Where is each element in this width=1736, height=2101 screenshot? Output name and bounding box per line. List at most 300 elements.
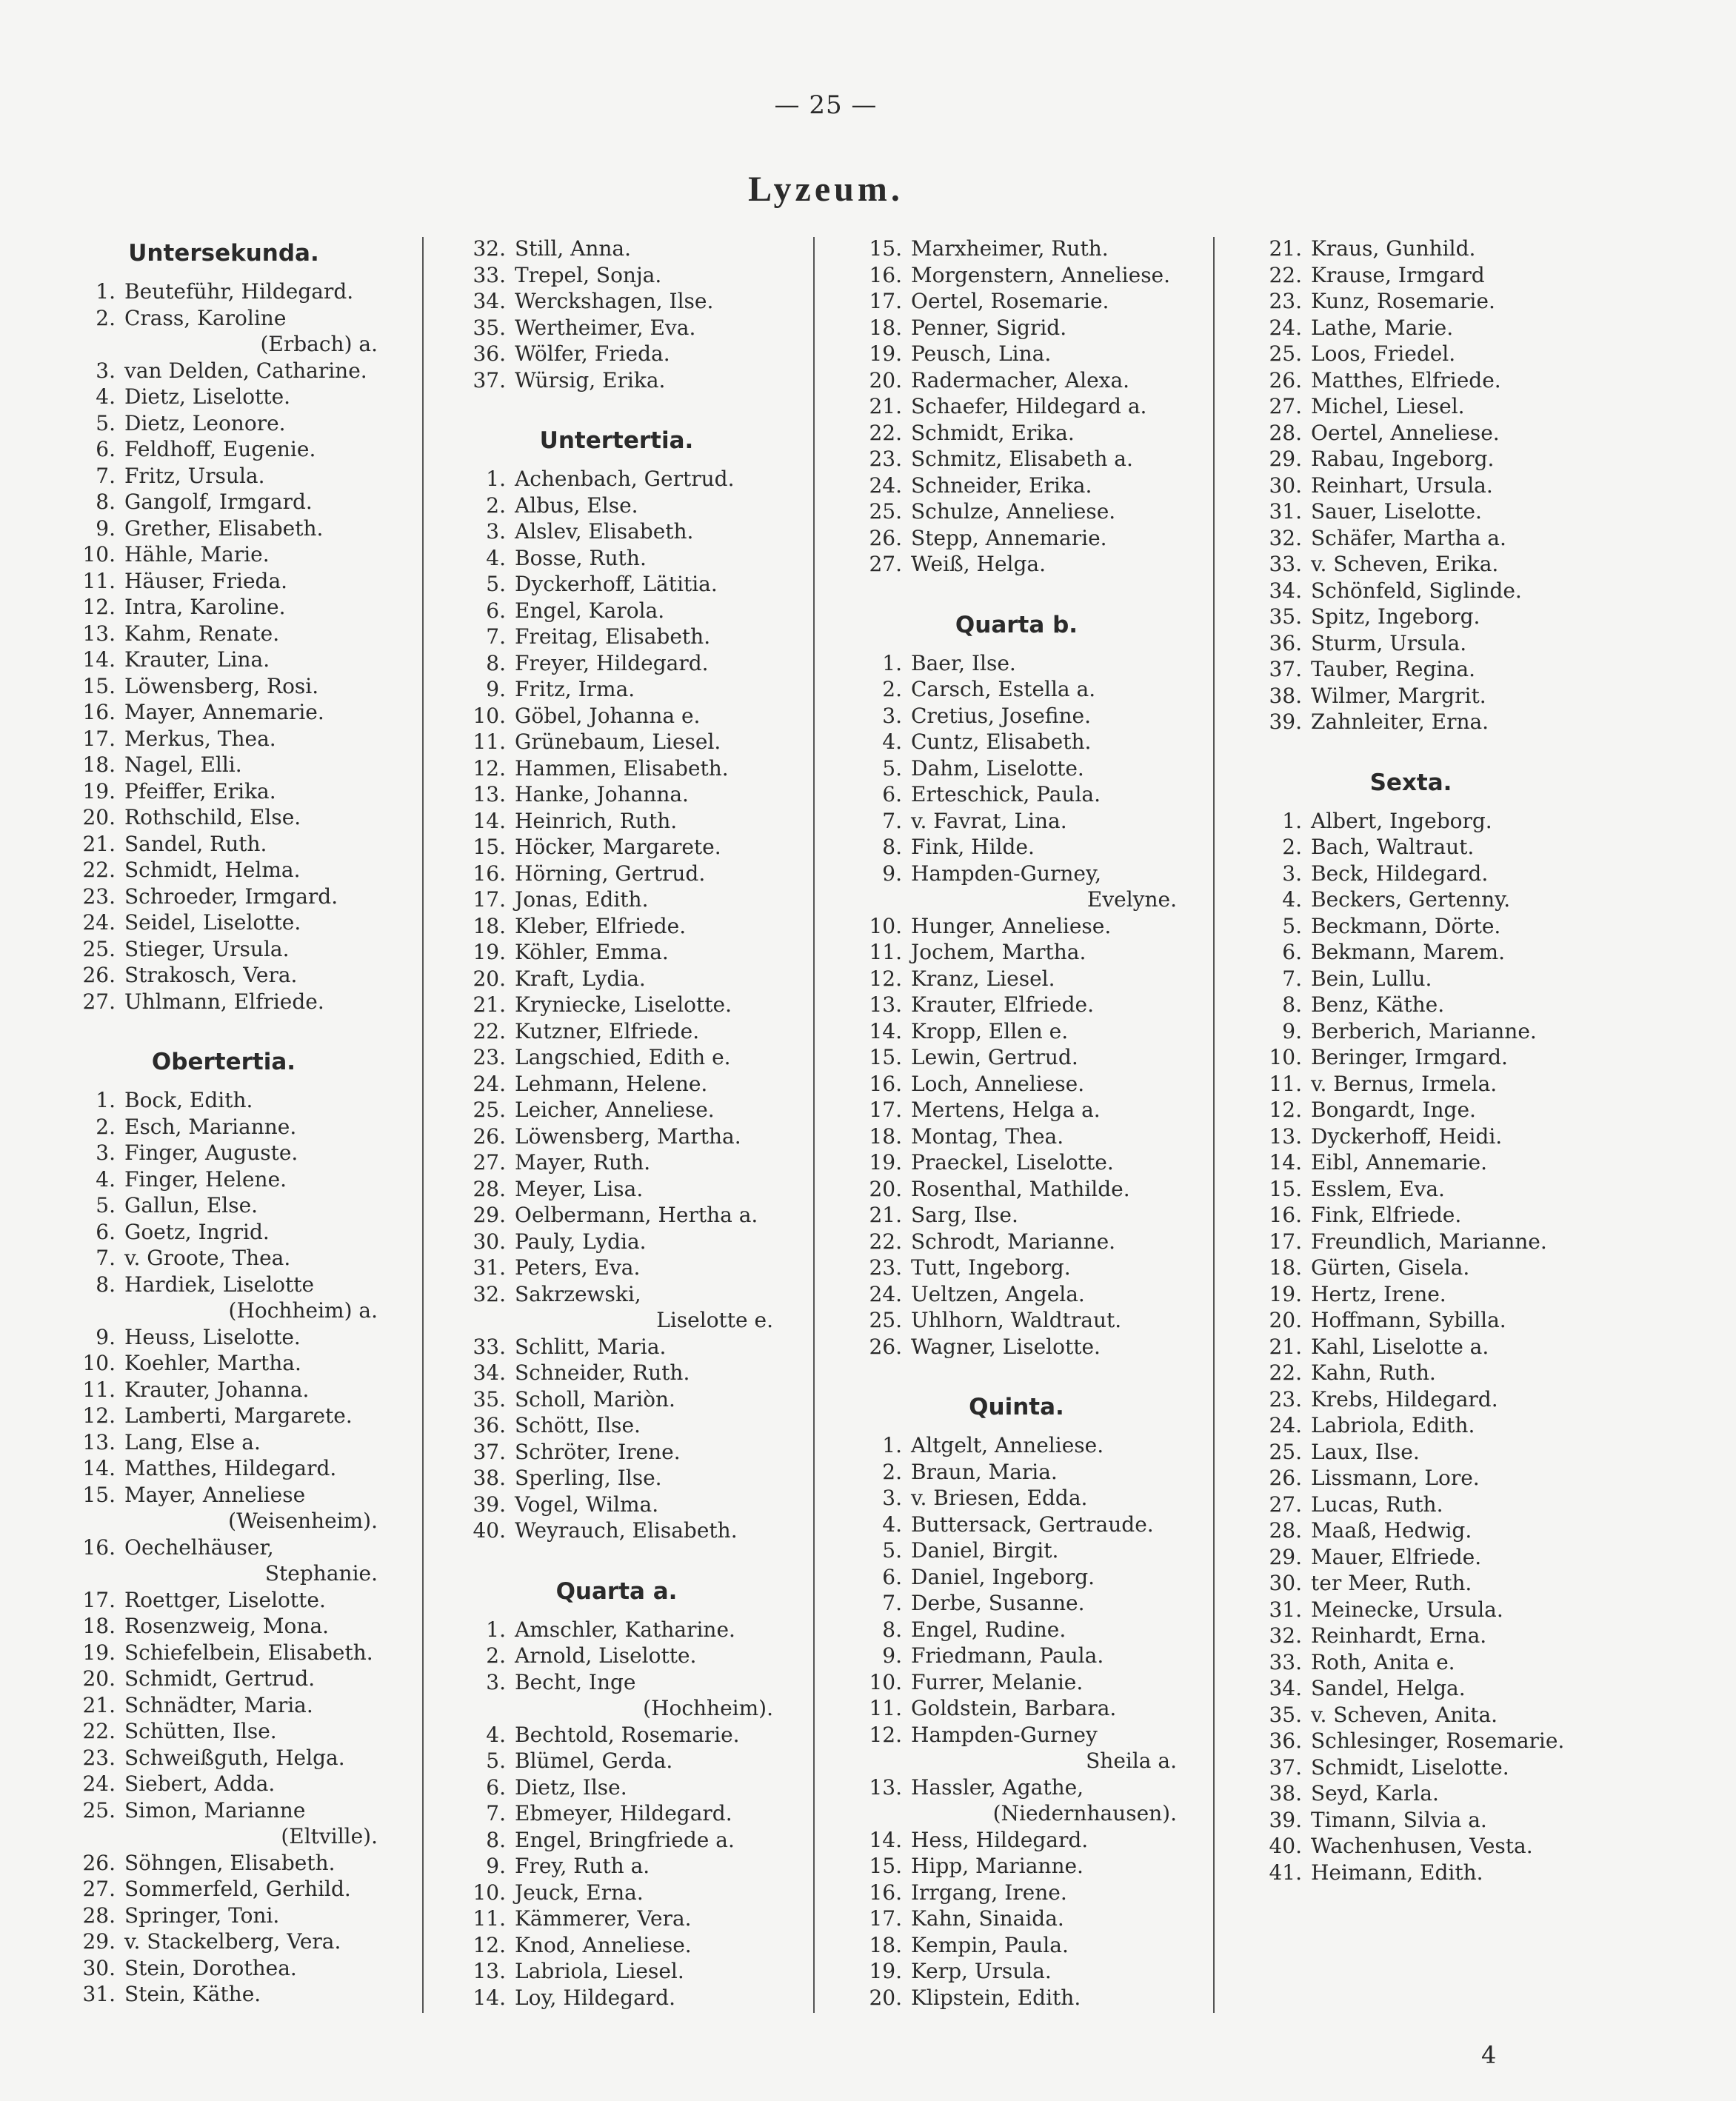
entry-number: 19. (869, 1150, 902, 1175)
entry-number: 23. (869, 447, 902, 471)
list-item (65, 1718, 382, 1745)
list-item (65, 1455, 382, 1482)
list-item (65, 1797, 382, 1824)
entry-number: 31. (1269, 1597, 1302, 1622)
entry-number: 8. (1282, 992, 1302, 1017)
entry-number: 28. (1269, 420, 1302, 445)
student-name: Wilmer, Margrit. (1311, 683, 1486, 708)
entry-number: 14. (869, 1827, 902, 1852)
entry-number: 16. (869, 262, 902, 287)
entry-number: 15. (869, 236, 902, 261)
student-name: Lucas, Ruth. (1311, 1492, 1443, 1517)
list-item (455, 1800, 778, 1827)
list-item (852, 315, 1181, 341)
student-name: Engel, Rudine. (911, 1617, 1066, 1642)
student-name: Beckmann, Dörte. (1311, 913, 1501, 938)
student-name: Bein, Lullu. (1311, 966, 1432, 991)
student-name: Bock, Edith. (124, 1088, 253, 1112)
student-name: Amschler, Katharine. (515, 1617, 735, 1642)
student-name: Hampden-Gurney, (911, 861, 1101, 886)
entry-number: 14. (1269, 1150, 1302, 1175)
entry-number: 23. (869, 1255, 902, 1280)
list-item (65, 621, 382, 647)
entry-number: 38. (1269, 1781, 1302, 1806)
entry-number: 1. (1282, 808, 1302, 833)
list-item (65, 436, 382, 463)
list-item (1252, 1018, 1570, 1045)
list-item (455, 367, 778, 394)
list-item (1252, 1202, 1570, 1229)
list-item (65, 752, 382, 778)
student-name: Labriola, Liesel. (515, 1959, 684, 1983)
student-name: Radermacher, Alexa. (911, 367, 1130, 393)
list-item (65, 1587, 382, 1614)
entry-number: 6. (96, 437, 116, 461)
student-name: Höcker, Margarete. (515, 835, 721, 859)
student-list (852, 650, 1181, 1360)
student-name: Tutt, Ingeborg. (911, 1255, 1071, 1280)
student-name: Peusch, Lina. (911, 341, 1052, 366)
student-name: Rosenthal, Mathilde. (911, 1176, 1130, 1201)
list-item (65, 1981, 382, 2008)
student-name: v. Favrat, Lina. (911, 808, 1067, 833)
column-3 (852, 236, 1181, 2040)
entry-number: 34. (1269, 1676, 1302, 1700)
student-name: Carsch, Estella a. (911, 677, 1096, 701)
entry-number: 26. (869, 525, 902, 550)
column-4 (1252, 236, 1570, 1915)
student-name: Schmidt, Liselotte. (1311, 1754, 1509, 1780)
list-item (1252, 834, 1570, 861)
student-name: Stein, Dorothea. (124, 1955, 297, 1980)
list-item (1252, 1492, 1570, 1518)
entry-number: 6. (1282, 940, 1302, 964)
list-item (65, 1928, 382, 1955)
student-name: Lewin, Gertrud. (911, 1045, 1078, 1069)
student-list (455, 236, 778, 393)
entry-number: 19. (82, 1640, 116, 1665)
list-item (1252, 1255, 1570, 1281)
list-item (1252, 1386, 1570, 1413)
student-name: Jeuck, Erna. (515, 1880, 644, 1905)
entry-number: 21. (1269, 1334, 1302, 1359)
student-name: Hampden-Gurney (911, 1722, 1098, 1747)
list-item (852, 913, 1181, 940)
student-name: Rothschild, Else. (124, 805, 301, 829)
list-item (1252, 1833, 1570, 1860)
entry-continuation: Sheila a. (1086, 1748, 1177, 1773)
list-item (65, 384, 382, 410)
list-item (455, 1492, 778, 1518)
column-2 (455, 236, 778, 2040)
student-name: Lissmann, Lore. (1311, 1466, 1480, 1490)
class-section (65, 236, 382, 1015)
entry-number: 26. (869, 1334, 902, 1359)
entry-number: 27. (82, 989, 116, 1014)
list-item (852, 1307, 1181, 1334)
student-name: Schmidt, Helma. (124, 858, 301, 882)
student-name: Lang, Else a. (124, 1429, 261, 1454)
list-item (455, 598, 778, 624)
entry-number: 25. (1269, 1439, 1302, 1464)
entry-number: 5. (486, 1748, 506, 1773)
student-name: Praeckel, Liselotte. (911, 1150, 1114, 1175)
list-item (65, 1482, 382, 1509)
list-item (1252, 861, 1570, 887)
student-name: Klipstein, Edith. (911, 1985, 1081, 2010)
class-section (65, 1044, 382, 2008)
entry-number: 11. (869, 940, 902, 964)
entry-number: 22. (869, 1229, 902, 1254)
entry-number: 29. (82, 1929, 116, 1954)
list-item (455, 1097, 778, 1123)
entry-continuation: Liselotte e. (656, 1308, 773, 1332)
entry-number: 8. (96, 1272, 116, 1297)
student-name: Kerp, Ursula. (911, 1959, 1052, 1983)
entry-number: 19. (1269, 1281, 1302, 1306)
list-item (852, 1853, 1181, 1880)
entry-number: 1. (96, 279, 116, 304)
entry-number: 13. (1269, 1123, 1302, 1149)
student-list (852, 236, 1181, 578)
student-name: Löwensberg, Rosi. (124, 673, 319, 698)
student-name: Schlesinger, Rosemarie. (1311, 1728, 1565, 1753)
list-item (852, 236, 1181, 262)
entry-number: 33. (473, 1334, 506, 1359)
student-name: Oechelhäuser, (124, 1534, 274, 1560)
list-item (852, 1774, 1181, 1801)
entry-number: 9. (486, 1854, 506, 1878)
student-name: Sarg, Ilse. (911, 1203, 1018, 1227)
list-item (455, 1932, 778, 1959)
student-name: Jonas, Edith. (515, 887, 649, 912)
entry-number: 25. (869, 1308, 902, 1332)
column-1 (65, 236, 382, 2037)
student-name: Hertz, Irene. (1311, 1281, 1446, 1306)
entry-number: 30. (1269, 1571, 1302, 1595)
list-item (1252, 1123, 1570, 1150)
student-name: v. Scheven, Erika. (1311, 552, 1499, 576)
entry-number: 25. (869, 499, 902, 524)
entry-number: 24. (1269, 1413, 1302, 1437)
list-item (852, 367, 1181, 394)
entry-number: 7. (1282, 966, 1302, 991)
entry-number: 17. (82, 726, 116, 751)
entry-continuation: (Hochheim) a. (228, 1298, 378, 1323)
list-item (455, 1748, 778, 1774)
entry-continuation: Stephanie. (264, 1561, 378, 1586)
entry-number: 28. (1269, 1518, 1302, 1543)
student-name: Schroeder, Irmgard. (124, 884, 338, 909)
entry-number: 20. (82, 1666, 116, 1691)
entry-number: 20. (869, 1176, 902, 1201)
list-item (852, 1985, 1181, 2011)
student-name: Hoffmann, Sybilla. (1311, 1308, 1506, 1332)
entry-number: 36. (473, 1413, 506, 1437)
student-name: Schnädter, Maria. (124, 1692, 313, 1717)
student-name: Maaß, Hedwig. (1311, 1518, 1472, 1543)
student-name: Sauer, Liselotte. (1311, 499, 1482, 524)
entry-number: 10. (473, 1880, 506, 1905)
list-item (852, 781, 1181, 808)
list-item (852, 341, 1181, 367)
entry-number: 32. (1269, 1623, 1302, 1648)
list-item (455, 834, 778, 861)
list-item (65, 804, 382, 831)
entry-number: 9. (486, 677, 506, 701)
list-item (852, 1255, 1181, 1281)
student-name: Kahn, Sinaida. (911, 1906, 1064, 1931)
page-title: Lyzeum. (748, 170, 904, 209)
entry-number: 7. (882, 1591, 902, 1615)
student-name: Stein, Käthe. (124, 1982, 261, 2006)
list-item (852, 393, 1181, 420)
entry-number: 37. (473, 367, 506, 393)
student-name: Uhlhorn, Waldtraut. (911, 1308, 1122, 1332)
entry-number: 17. (869, 1098, 902, 1122)
student-name: Schneider, Ruth. (515, 1360, 690, 1385)
student-name: Fritz, Irma. (515, 677, 635, 701)
student-name: Finger, Helene. (124, 1166, 287, 1192)
entry-continuation: (Eltville). (281, 1824, 378, 1848)
student-name: Hammen, Elisabeth. (515, 755, 729, 781)
student-name: Wagner, Liselotte. (911, 1334, 1101, 1359)
entry-number: 16. (869, 1071, 902, 1096)
list-item (65, 1403, 382, 1429)
list-item (852, 1564, 1181, 1591)
student-name: Alslev, Elisabeth. (515, 519, 694, 544)
class-section (852, 236, 1181, 578)
student-name: Schaefer, Hildegard a. (911, 394, 1147, 418)
student-name: Wölfer, Frieda. (515, 341, 670, 366)
student-name: Ebmeyer, Hildegard. (515, 1801, 732, 1826)
list-item (852, 1880, 1181, 1906)
entry-number: 38. (1269, 683, 1302, 708)
student-name: Jochem, Martha. (911, 940, 1086, 964)
class-section (852, 1389, 1181, 2011)
entry-number: 10. (82, 542, 116, 567)
entry-number: 36. (473, 341, 506, 366)
list-item (455, 1123, 778, 1150)
list-item (65, 1771, 382, 1797)
student-name: Meinecke, Ursula. (1311, 1597, 1503, 1622)
list-item (1252, 1860, 1570, 1886)
student-name: Albus, Else. (515, 492, 638, 518)
class-section (455, 236, 778, 393)
list-item (455, 1617, 778, 1643)
entry-number: 1. (486, 1617, 506, 1642)
student-name: Gürten, Gisela. (1311, 1255, 1470, 1280)
student-name: Mauer, Elfriede. (1311, 1544, 1482, 1569)
list-item (65, 410, 382, 437)
list-item (65, 1087, 382, 1114)
class-heading: Quarta b. (955, 611, 1078, 638)
student-name: Kunz, Rosemarie. (1311, 289, 1495, 313)
student-name: Finger, Auguste. (124, 1140, 298, 1165)
entry-number: 36. (1269, 630, 1302, 655)
student-name: Altgelt, Anneliese. (911, 1433, 1104, 1457)
entry-number: 4. (486, 1722, 506, 1747)
entry-number: 5. (96, 410, 116, 435)
student-name: Dahm, Liselotte. (911, 755, 1084, 781)
student-name: Weiß, Helga. (911, 552, 1046, 576)
list-item (65, 778, 382, 805)
entry-number: 30. (1269, 472, 1302, 498)
list-item (852, 1097, 1181, 1123)
student-name: Schütten, Ilse. (124, 1719, 277, 1743)
student-name: Schneider, Erika. (911, 472, 1092, 498)
list-item (455, 1853, 778, 1880)
list-item (852, 551, 1181, 578)
list-item (852, 1590, 1181, 1617)
entry-number: 3. (486, 519, 506, 544)
entry-number: 26. (473, 1123, 506, 1149)
student-name: Langschied, Edith e. (515, 1045, 731, 1069)
list-item (1252, 498, 1570, 525)
entry-number: 22. (869, 420, 902, 445)
student-name: Siebert, Adda. (124, 1771, 276, 1796)
student-name: Laux, Ilse. (1311, 1439, 1420, 1464)
entry-number: 34. (473, 289, 506, 313)
student-name: Mayer, Anneliese (124, 1482, 306, 1507)
entry-number: 20. (869, 1985, 902, 2010)
student-name: Mayer, Ruth. (515, 1150, 651, 1175)
list-item (852, 1229, 1181, 1255)
list-item (65, 1640, 382, 1666)
student-name: Kraus, Gunhild. (1311, 236, 1476, 261)
student-name: Springer, Toni. (124, 1903, 280, 1928)
list-item (852, 966, 1181, 992)
list-item (1252, 1229, 1570, 1255)
list-item (1252, 1097, 1570, 1123)
student-name: Dietz, Leonore. (124, 410, 286, 435)
entry-number: 26. (1269, 367, 1302, 393)
student-name: Söhngen, Elisabeth. (124, 1850, 335, 1875)
student-name: Esch, Marianne. (124, 1114, 297, 1139)
list-item (1252, 1307, 1570, 1334)
list-item (1252, 236, 1570, 262)
list-item (1252, 472, 1570, 499)
student-name: Buttersack, Gertraude. (911, 1512, 1154, 1537)
student-name: Seidel, Liselotte. (124, 910, 301, 935)
list-item (65, 647, 382, 673)
list-item (65, 541, 382, 568)
list-item (65, 463, 382, 490)
entry-number: 2. (486, 492, 506, 518)
student-name: Hunger, Anneliese. (911, 913, 1112, 938)
student-name: Schäfer, Martha a. (1311, 525, 1506, 550)
student-name: Sandel, Helga. (1311, 1676, 1466, 1700)
entry-number: 6. (486, 1774, 506, 1800)
list-item (65, 489, 382, 515)
list-item (852, 525, 1181, 552)
student-name: Benz, Käthe. (1311, 992, 1445, 1017)
list-item (65, 989, 382, 1015)
entry-number: 34. (1269, 578, 1302, 603)
list-item (65, 831, 382, 858)
student-name: Schrodt, Marianne. (911, 1229, 1116, 1254)
list-item (455, 703, 778, 729)
student-name: Meyer, Lisa. (515, 1176, 644, 1201)
student-name: Vogel, Wilma. (515, 1492, 659, 1517)
student-name: Oelbermann, Hertha a. (515, 1203, 758, 1227)
student-name: Hipp, Marianne. (911, 1854, 1084, 1878)
list-item (455, 1071, 778, 1098)
list-item (1252, 1360, 1570, 1386)
list-item (455, 1334, 778, 1360)
student-name: Hess, Hildegard. (911, 1827, 1089, 1852)
entry-number: 26. (1269, 1466, 1302, 1490)
list-item (852, 1695, 1181, 1722)
entry-number: 3. (486, 1669, 506, 1694)
student-name: Daniel, Birgit. (911, 1538, 1059, 1563)
entry-number: 35. (1269, 604, 1302, 629)
list-item (1252, 683, 1570, 709)
entry-number: 6. (882, 782, 902, 806)
entry-number: 7. (486, 624, 506, 649)
student-name: Lathe, Marie. (1311, 315, 1454, 340)
list-item (1252, 525, 1570, 552)
entry-number: 2. (96, 305, 116, 330)
list-item (852, 676, 1181, 703)
entry-number: 31. (473, 1255, 506, 1280)
entry-number: 12. (1269, 1098, 1302, 1122)
list-item (65, 1245, 382, 1272)
entry-number: 27. (869, 552, 902, 576)
student-name: Schmidt, Gertrud. (124, 1666, 316, 1691)
list-item (455, 466, 778, 492)
list-item (852, 1334, 1181, 1360)
list-item (455, 676, 778, 703)
entry-number: 11. (82, 568, 116, 593)
class-heading: Untertertia. (539, 427, 694, 454)
entry-number: 20. (473, 966, 506, 991)
list-item (65, 1903, 382, 1929)
list-item (852, 834, 1181, 861)
student-name: Dyckerhoff, Heidi. (1311, 1123, 1503, 1149)
entry-continuation: (Erbach) a. (260, 332, 378, 356)
entry-number: 18. (82, 1614, 116, 1638)
entry-number: 40. (1269, 1834, 1302, 1858)
list-item (852, 1537, 1181, 1564)
student-name: Daniel, Ingeborg. (911, 1564, 1095, 1589)
entry-number: 8. (96, 490, 116, 514)
entry-number: 39. (1269, 709, 1302, 734)
list-item (65, 1324, 382, 1351)
list-item (1252, 886, 1570, 913)
entry-number: 17. (82, 1587, 116, 1612)
entry-number: 13. (473, 1959, 506, 1983)
entry-number: 27. (1269, 1492, 1302, 1517)
entry-number: 11. (473, 1906, 506, 1931)
entry-number: 35. (473, 1386, 506, 1412)
entry-number: 19. (869, 341, 902, 366)
entry-number: 9. (882, 1643, 902, 1668)
list-item (852, 1958, 1181, 1985)
list-item (65, 884, 382, 910)
entry-number: 37. (1269, 657, 1302, 681)
list-item (1252, 1807, 1570, 1834)
list-item (455, 624, 778, 650)
student-name: Kahm, Renate. (124, 621, 280, 646)
entry-number: 8. (882, 835, 902, 859)
list-item (1252, 808, 1570, 835)
entry-number: 23. (1269, 1386, 1302, 1412)
student-name: Arnold, Liselotte. (515, 1643, 697, 1668)
entry-number: 17. (473, 887, 506, 912)
list-item (852, 420, 1181, 447)
list-item (65, 1745, 382, 1771)
